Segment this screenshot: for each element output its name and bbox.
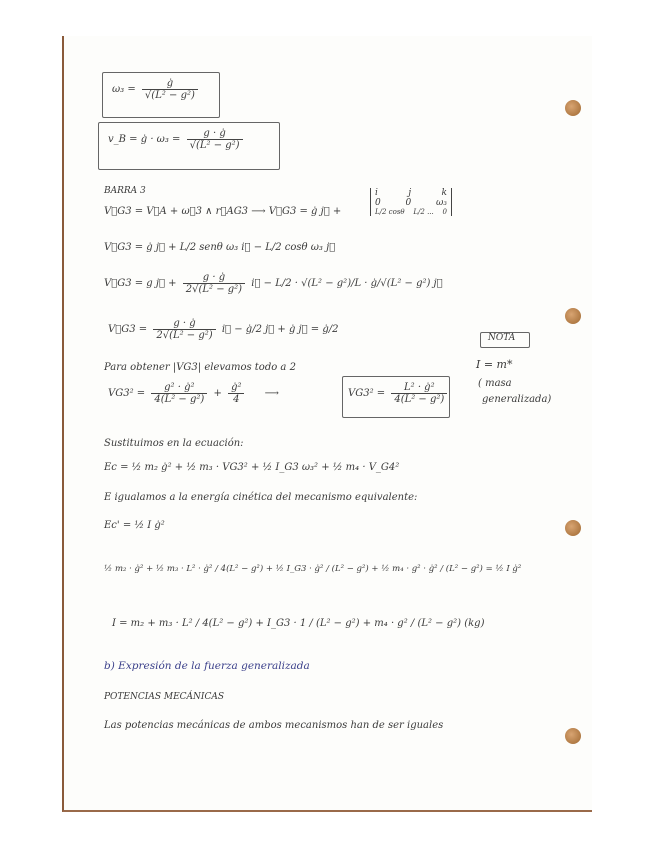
matrix-cell: k	[441, 188, 447, 198]
eq-vg3-b: V⃗G3 = ġ j⃗ + L/2 senθ ω₃ i⃗ − L/2 cosθ ω₃ j⃗	[104, 242, 336, 253]
arrow-icon: ⟶	[264, 388, 280, 399]
nota-eq: I = m*	[476, 358, 513, 371]
potencias-text: Las potencias mecánicas de ambos mecanismos han de ser iguales	[104, 720, 444, 731]
binder-hole	[565, 728, 581, 744]
barra-label: BARRA 3	[104, 186, 146, 196]
eq-vg3sq-boxed-lhs: VG3² =	[348, 388, 386, 399]
matrix-cell: 0	[405, 198, 412, 208]
nota-paren2: generalizada)	[482, 394, 552, 405]
matrix-cell: j	[408, 188, 412, 198]
potencias-heading: POTENCIAS MECÁNICAS	[104, 692, 225, 702]
section-b-heading: b) Expresión de la fuerza generalizada	[104, 660, 310, 672]
nota-paren1: ( masa	[478, 378, 512, 389]
eq-w3	[112, 78, 201, 101]
cross-product-matrix	[370, 188, 452, 216]
nota-label: NOTA	[488, 333, 516, 343]
eq-vg3sq-lhs: VG3² =	[108, 388, 146, 399]
eq-vg3sq-den2: 4	[233, 394, 240, 405]
eq-vb	[108, 128, 246, 151]
eq-vg3sq-den1: 4(L² − g²)	[154, 394, 205, 405]
eq-vg3sq-num1: g² · ġ²	[151, 382, 207, 394]
binder-hole	[565, 520, 581, 536]
eq-vg3-d-den: 2√(L² − g²)	[156, 330, 213, 341]
eq-vg3-d	[108, 318, 339, 341]
igual-text: E igualamos a la energía cinética del mecanismo equivalente:	[104, 492, 418, 503]
eq-plus: +	[213, 388, 222, 399]
eq-vg3-d-rest: i⃗ − ġ/2 j⃗ + ġ j⃗ = ġ/2	[221, 324, 339, 335]
eq-vg3-c-den: 2√(L² − g²)	[185, 284, 243, 295]
eq-vg3-a: V⃗G3 = V⃗A + ω⃗3 ∧ r⃗AG3 ⟶ V⃗G3 = ġ j⃗ +	[104, 206, 342, 217]
binder-hole	[565, 100, 581, 116]
eq-vb-den: √(L² − g²)	[189, 140, 240, 151]
eq-long: ½ m₂ · ġ² + ½ m₃ · L² · ġ² / 4(L² − g²) + ½ I_G3 · ġ² / (L² − g²) + ½ m₄ · g² · ġ² / (L² − g²) = ½ I ġ²	[104, 564, 522, 574]
eq-vg3-c-rest: i⃗ − L/2 · √(L² − g²)/L · ġ/√(L² − g²) j⃗	[251, 278, 443, 289]
eq-vg3-c	[104, 272, 443, 295]
eq-ec: Ec = ½ m₂ ġ² + ½ m₃ · VG3² + ½ I_G3 ω₃² + ½ m₄ · V_G4²	[104, 462, 400, 473]
eq-I: I = m₂ + m₃ · L² / 4(L² − g²) + I_G3 · 1 / (L² − g²) + m₄ · g² / (L² − g²) (kg)	[112, 618, 485, 629]
eq-vg3sq-boxed	[348, 382, 450, 405]
matrix-cell: ω₃	[436, 198, 447, 208]
eq-vg3-d-num: g · ġ	[153, 318, 215, 330]
sust-text: Sustituimos en la ecuación:	[104, 438, 244, 449]
eq-vg3sq-boxed-num: L² · ġ²	[391, 382, 447, 394]
eq-vb-num: g · ġ	[187, 128, 243, 140]
eq-vg3-c-num: g · ġ	[183, 272, 245, 284]
eq-w3-den: √(L² − g²)	[144, 90, 195, 101]
eq-w3-num: ġ	[142, 78, 198, 90]
eq-vg3sq	[108, 382, 293, 405]
matrix-cell: L/2 cosθ	[375, 208, 405, 216]
matrix-cell: 0	[442, 208, 447, 216]
matrix-cell: i	[375, 188, 378, 198]
eq-vg3sq-num2: ġ²	[228, 382, 244, 394]
binder-hole	[565, 308, 581, 324]
eq-vg3-d-lhs: V⃗G3 =	[108, 324, 148, 335]
eq-w3-lhs: ω₃ =	[112, 84, 136, 95]
matrix-cell: L/2 ...	[413, 208, 434, 216]
para-text: Para obtener |VG3| elevamos todo a 2	[104, 362, 296, 373]
eq-vb-lhs: v_B = ġ · ω₃ =	[108, 134, 181, 145]
matrix-cell: 0	[375, 198, 381, 208]
eq-ec2: Ec' = ½ I ġ²	[104, 520, 165, 531]
eq-vg3-c-lhs: V⃗G3 = g j⃗ +	[104, 278, 177, 289]
notebook-page	[62, 36, 592, 812]
eq-vg3sq-boxed-den: 4(L² − g²)	[394, 394, 445, 405]
